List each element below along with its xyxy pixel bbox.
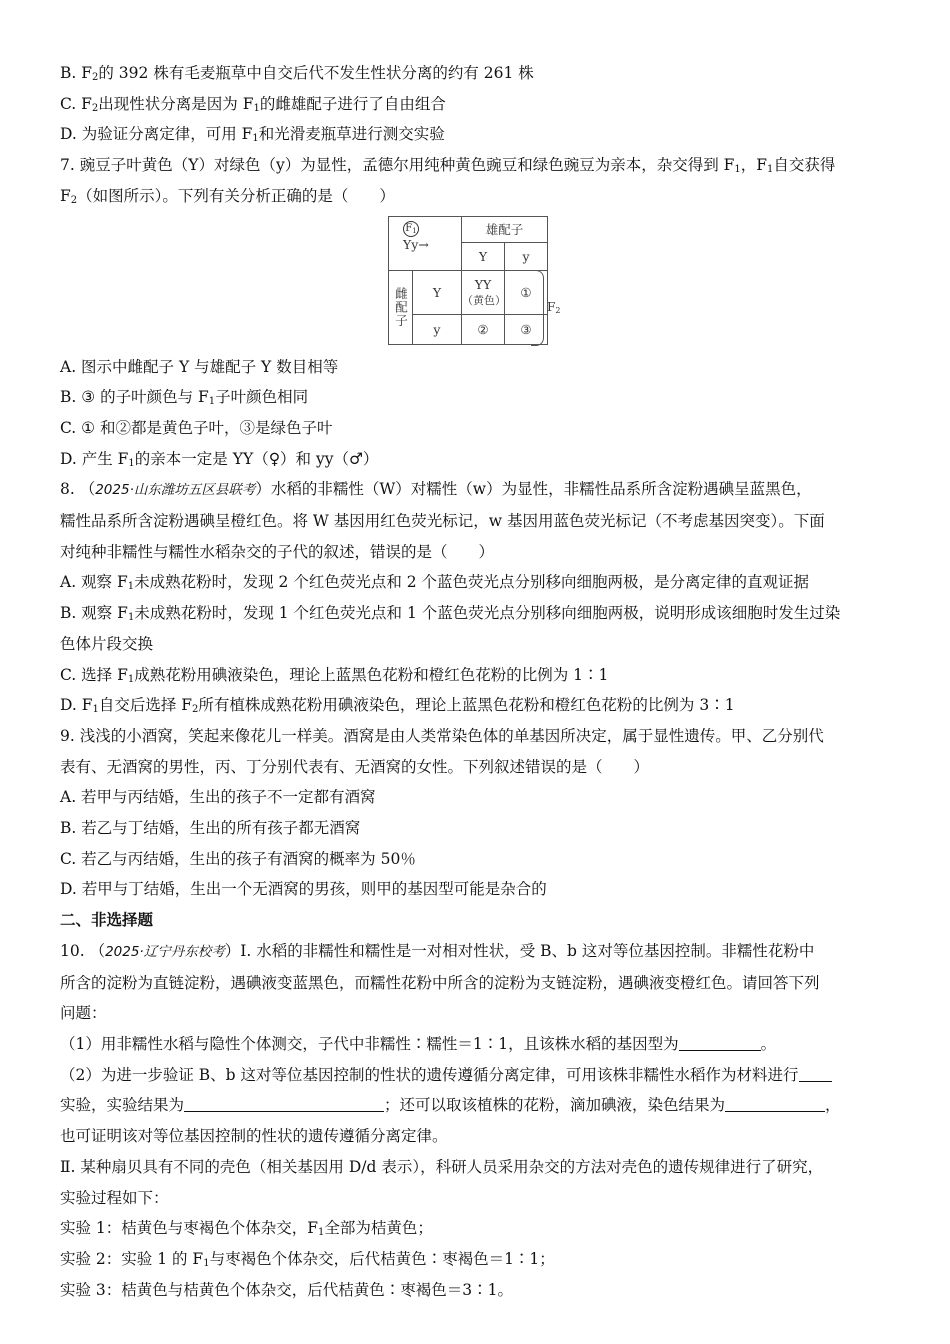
q7-option-c[interactable]: C. ① 和②都是黄色子叶，③是绿色子叶	[60, 418, 333, 437]
q6-option-b[interactable]: B. $F_2$的 392 株有毛麦瓶草中自交后代不发生性状分离的约有 261 株	[60, 64, 534, 83]
q10-source: 2025·辽宁丹东校考	[105, 943, 225, 960]
experiment-2: 实验 2：实验 1 的 $F_1$与枣褐色个体杂交，后代桔黄色∶枣褐色＝1∶1；	[60, 1249, 555, 1269]
q9-option-a[interactable]: A. 若甲与丙结婚，生出的孩子不一定都有酒窝	[60, 788, 376, 807]
q7-option-a[interactable]: A. 图示中雌配子 Y 与雄配子 Y 数目相等	[60, 357, 339, 376]
q8-source: 2025·山东潍坊五区县联考	[95, 482, 256, 499]
q8-option-d[interactable]: D. $F_1$自交后选择 $F_2$所有植株成熟花粉用碘液染色，理论上蓝黑色花粉和橙红色花粉的比例为 3∶1	[60, 696, 735, 716]
q9-option-d[interactable]: D. 若甲与丁结婚，生出一个无酒窝的男孩，则甲的基因型可能是杂合的	[60, 880, 547, 899]
q8-option-a[interactable]: A. 观察 $F_1$未成熟花粉时，发现 2 个红色荧光点和 2 个蓝色荧光点分别移向细胞两极，是分离定律的直观证据	[60, 573, 810, 593]
q10-part1: （1）用非糯性水稻与隐性个体测交，子代中非糯性∶糯性＝1∶1，且该株水稻的基因型为 。	[60, 1034, 777, 1053]
q10-part2-intro-line1: Ⅱ. 某种扇贝具有不同的壳色（相关基因用 D/d 表示），科研人员采用杂交的方法对壳色的遗传规律进行了研究，	[60, 1157, 824, 1176]
q10-part2-line3: 也可证明该对等位基因控制的性状的遗传遵循分离定律。	[60, 1127, 448, 1146]
document-page	[60, 58, 890, 1305]
q10-stem-line2: 所含的淀粉为直链淀粉，遇碘液变蓝黑色，而糯性花粉中所含的淀粉为支链淀粉，遇碘液变橙红色。请回答下列	[60, 973, 820, 992]
q6-option-c[interactable]: C. $F_2$出现性状分离是因为 $F_1$的雌雄配子进行了自由组合	[60, 94, 446, 114]
female-gamete-y: y	[412, 314, 461, 344]
parent-genotype: Yy	[403, 236, 419, 252]
q10-part2-intro-line2: 实验过程如下：	[60, 1188, 169, 1207]
q9-stem-line1: 9. 浅浅的小酒窝，笑起来像花儿一样美。酒窝是由人类常染色体的单基因所决定，属于显性遗传。甲、乙分别代	[60, 726, 824, 745]
f1-circle: $F_1$	[403, 221, 419, 237]
arrow-icon: →	[418, 236, 429, 252]
q7-stem-line2: $F_2$（如图所示）。下列有关分析正确的是（ ）	[60, 186, 395, 206]
q8-option-b-line2: 色体片段交换	[60, 634, 154, 653]
answer-blank-method[interactable]	[799, 1065, 832, 1082]
q7-option-d[interactable]: D. 产生 $F_1$的亲本一定是 YY（♀）和 yy（♂）	[60, 449, 379, 469]
q8-stem-line1: 8. （2025·山东潍坊五区县联考）水稻的非糯性（W）对糯性（w）为显性，非糯性品系所含淀粉遇碘呈蓝黑色，	[60, 480, 812, 499]
q8-option-c[interactable]: C. 选择 $F_1$成熟花粉用碘液染色，理论上蓝黑色花粉和橙红色花粉的比例为 1∶1	[60, 665, 609, 685]
q10-stem-line3: 问题：	[60, 1004, 107, 1023]
q7-stem-line1: 7. 豌豆子叶黄色（Y）对绿色（y）为显性，孟德尔用纯种黄色豌豆和绿色豌豆为亲本，杂交得到 $F_1$，$F_1$自交获得	[60, 156, 836, 176]
cell-2: ②	[462, 314, 505, 344]
q8-stem-line3: 对纯种非糯性与糯性水稻杂交的子代的叙述，错误的是（ ）	[60, 542, 495, 561]
q6-option-d[interactable]: D. 为验证分离定律，可用 $F_1$和光滑麦瓶草进行测交实验	[60, 125, 445, 145]
cell-3: ③	[505, 314, 548, 344]
q7-option-b[interactable]: B. ③ 的子叶颜色与 $F_1$子叶颜色相同	[60, 388, 309, 408]
q10-part2-line2: 实验，实验结果为 ；还可以取该植株的花粉，滴加碘液，染色结果为 ，	[60, 1096, 841, 1115]
experiment-1: 实验 1：桔黄色与枣褐色个体杂交，$F_1$全部为桔黄色；	[60, 1219, 433, 1239]
section-heading: 二、非选择题	[60, 910, 154, 930]
cell-1: ①	[505, 270, 548, 314]
q9-option-b[interactable]: B. 若乙与丁结婚，生出的所有孩子都无酒窝	[60, 819, 361, 838]
q10-part2-line1: （2）为进一步验证 B、b 这对等位基因控制的性状的遗传遵循分离定律，可用该株非糯性水稻作为材料进行	[60, 1060, 890, 1091]
answer-blank-stain[interactable]	[725, 1095, 825, 1112]
cell-YY: YY （黄色）	[462, 270, 505, 314]
answer-blank-genotype[interactable]	[679, 1034, 761, 1051]
female-gamete-Y: Y	[412, 270, 461, 314]
male-gamete-Y: Y	[462, 242, 505, 270]
f2-bracket	[531, 270, 544, 346]
punnett-square-figure	[388, 216, 568, 348]
punnett-table	[388, 216, 548, 345]
male-gamete-header: 雄配子	[462, 216, 548, 242]
answer-blank-result[interactable]	[184, 1095, 384, 1112]
male-gamete-y: y	[505, 242, 548, 270]
experiment-3: 实验 3：桔黄色与桔黄色个体杂交，后代桔黄色∶枣褐色＝3∶1。	[60, 1280, 514, 1299]
q10-stem-line1: 10. （2025·辽宁丹东校考）Ⅰ. 水稻的非糯性和糯性是一对相对性状，受 B、b 这对等位基因控制。非糯性花粉中	[60, 941, 815, 960]
q9-stem-line2: 表有、无酒窝的男性，丙、丁分别代表有、无酒窝的女性。下列叙述错误的是（ ）	[60, 757, 650, 776]
corner-cell	[389, 216, 462, 270]
q8-stem-line2: 糯性品系所含淀粉遇碘呈橙红色。将 W 基因用红色荧光标记，w 基因用蓝色荧光标记（不考虑基因突变）。下面	[60, 512, 825, 531]
q9-option-c[interactable]: C. 若乙与丙结婚，生出的孩子有酒窝的概率为 50％	[60, 849, 416, 868]
female-gamete-header: 雌配子	[389, 270, 413, 344]
q8-option-b[interactable]: B. 观察 $F_1$未成熟花粉时，发现 1 个红色荧光点和 1 个蓝色荧光点分别移向细胞两极，说明形成该细胞时发生过染	[60, 604, 841, 624]
f2-label: $F_2$	[547, 299, 561, 315]
